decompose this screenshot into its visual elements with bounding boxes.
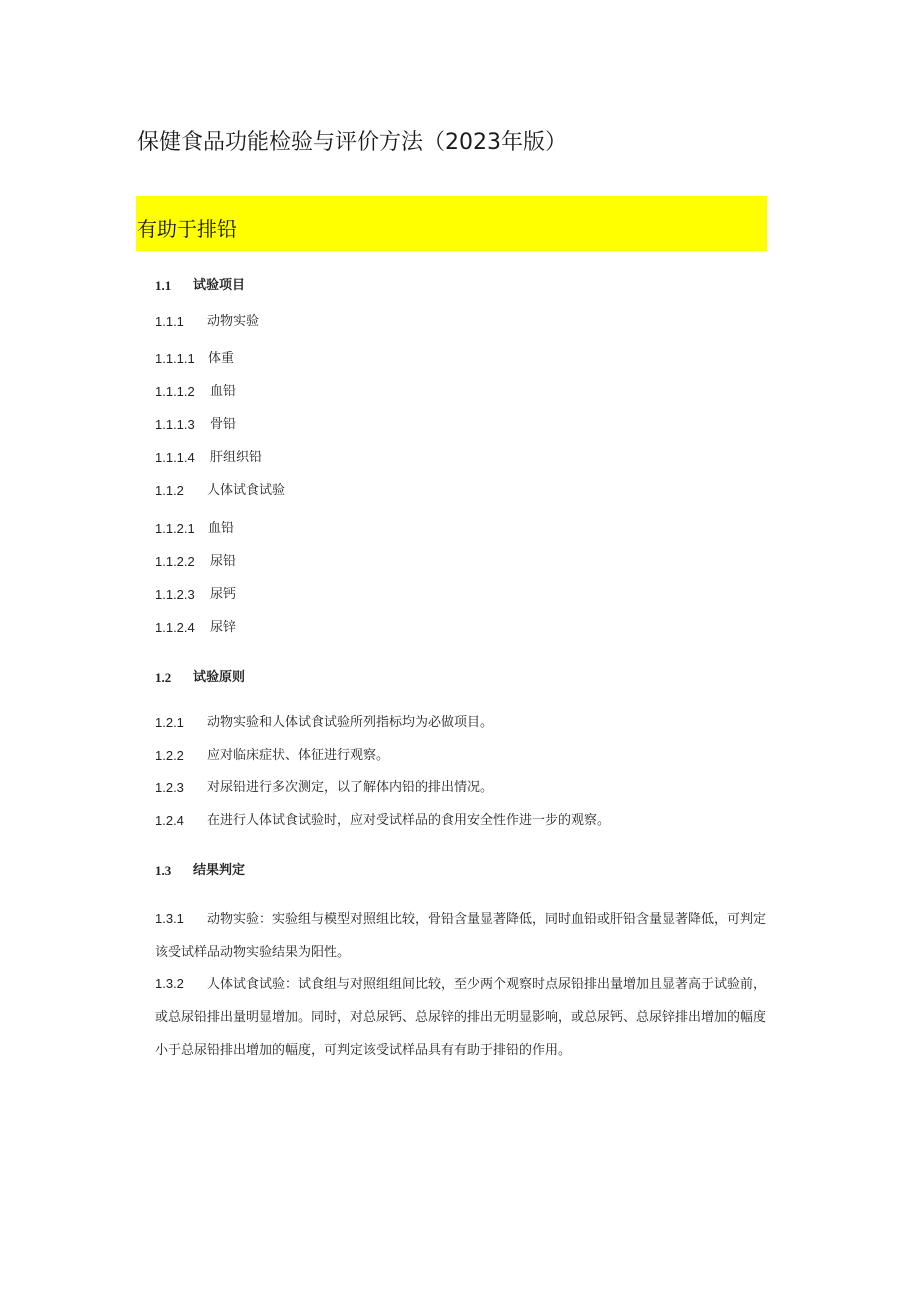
list-item-1-1-1-1	[155, 350, 235, 369]
item-text: 血铅	[208, 521, 235, 536]
item-text: 结果判定	[193, 863, 246, 878]
item-number: 1.1.1	[155, 314, 184, 329]
list-item-1-1-2-3	[155, 586, 237, 605]
item-text: 人体试食试验	[207, 483, 286, 498]
item-number: 1.1	[155, 278, 172, 293]
item-number: 1.1.1.3	[155, 417, 195, 432]
principle-1-2-1	[155, 714, 494, 733]
item-number: 1.1.2.3	[155, 587, 195, 602]
heading-1-3	[155, 862, 246, 881]
subheading-1-1-2	[155, 482, 286, 501]
subheading-1-1-1	[155, 313, 260, 332]
paragraph-text: 动物实验：实验组与模型对照组比较，骨铅含量显著降低，同时血铅或肝铅含量显著降低，可判定该受试样品动物实验结果为阳性。	[155, 912, 767, 960]
principle-1-2-4	[155, 812, 611, 831]
list-item-1-1-2-2	[155, 553, 237, 572]
list-item-1-1-2-1	[155, 520, 235, 539]
item-text: 试验原则	[193, 670, 246, 685]
principle-1-2-2	[155, 747, 390, 766]
item-number: 1.1.2.1	[155, 521, 195, 536]
item-number: 1.2.3	[155, 780, 184, 795]
result-paragraph-1-3-1	[155, 902, 775, 969]
list-item-1-1-2-4	[155, 619, 237, 638]
item-number: 1.3.1	[155, 911, 184, 926]
heading-1-1	[155, 277, 246, 296]
item-number: 1.2	[155, 670, 172, 685]
item-text: 肝组织铅	[210, 450, 263, 465]
item-number: 1.3	[155, 863, 172, 878]
result-paragraph-1-3-2	[155, 967, 775, 1067]
item-number: 1.2.2	[155, 748, 184, 763]
item-text: 动物实验和人体试食试验所列指标均为必做项目。	[207, 715, 494, 730]
item-text: 骨铅	[210, 417, 237, 432]
item-number: 1.1.1.2	[155, 384, 195, 399]
principle-1-2-3	[155, 779, 494, 798]
item-number: 1.1.2	[155, 483, 184, 498]
item-number: 1.1.1.4	[155, 450, 195, 465]
item-number: 1.3.2	[155, 976, 184, 991]
item-text: 应对临床症状、体征进行观察。	[207, 748, 390, 763]
item-number: 1.1.1.1	[155, 351, 195, 366]
item-number: 1.2.4	[155, 813, 184, 828]
item-text: 在进行人体试食试验时，应对受试样品的食用安全性作进一步的观察。	[207, 813, 611, 828]
document-title: 保健食品功能检验与评价方法（2023年版）	[137, 130, 567, 155]
item-text: 尿锌	[210, 620, 237, 635]
section-heading: 有助于排铅	[137, 217, 237, 241]
item-text: 尿钙	[210, 587, 237, 602]
paragraph-text: 人体试食试验：试食组与对照组组间比较，至少两个观察时点尿铅排出量增加且显著高于试验前，或总尿铅排出量明显增加。同时，对总尿钙、总尿锌的排出无明显影响，或总尿钙、总尿锌排出增加的幅度小于总尿铅排出增加的幅度，可判定该受试样品具有有助于排铅的作用。	[155, 977, 767, 1058]
heading-1-2	[155, 669, 246, 688]
item-text: 体重	[208, 351, 235, 366]
list-item-1-1-1-4	[155, 449, 263, 468]
item-text: 动物实验	[207, 314, 260, 329]
item-text: 血铅	[210, 384, 237, 399]
item-text: 尿铅	[210, 554, 237, 569]
item-text: 对尿铅进行多次测定，以了解体内铅的排出情况。	[207, 780, 494, 795]
item-text: 试验项目	[193, 278, 246, 293]
item-number: 1.2.1	[155, 715, 184, 730]
item-number: 1.1.2.4	[155, 620, 195, 635]
list-item-1-1-1-2	[155, 383, 237, 402]
item-number: 1.1.2.2	[155, 554, 195, 569]
list-item-1-1-1-3	[155, 416, 237, 435]
